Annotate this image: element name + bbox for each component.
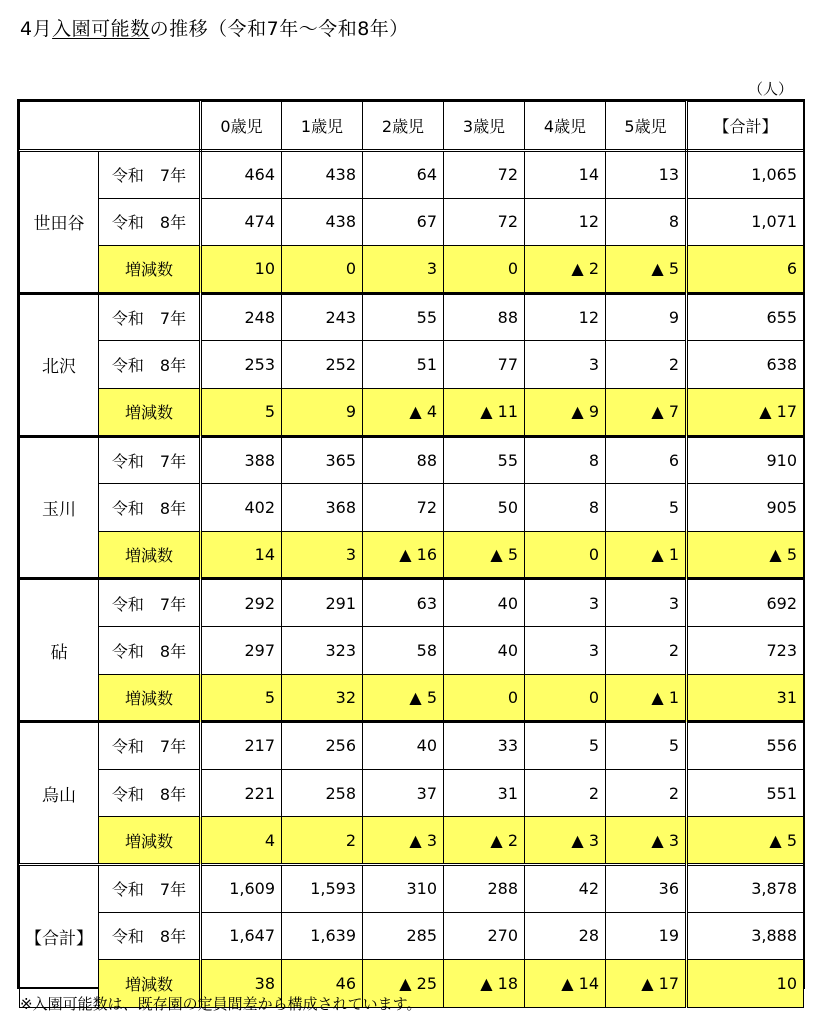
value-cell: 12 [525,293,606,341]
value-cell: 4 [201,817,282,865]
area-name: 北沢 [20,293,99,436]
row-label: 令和 8年 [99,341,201,389]
year-row [20,484,804,532]
total-cell: ▲ 5 [687,817,804,865]
value-cell: 14 [201,531,282,579]
value-cell: 63 [363,579,444,627]
value-cell: 10 [201,246,282,294]
value-cell: 46 [282,960,363,1008]
value-cell: 297 [201,626,282,674]
diff-row [20,531,804,579]
total-cell: 655 [687,293,804,341]
value-cell: 438 [282,198,363,246]
row-label: 増減数 [99,388,201,436]
value-cell: 5 [525,722,606,770]
footnote: ※入園可能数は、既存園の定員間差から構成されています。 [20,995,422,1013]
area-group [20,293,804,436]
value-cell: 3 [363,246,444,294]
value-cell: 0 [282,246,363,294]
area-group [20,579,804,722]
year-row [20,626,804,674]
value-cell: 58 [363,626,444,674]
value-cell: 6 [606,436,687,484]
row-label: 増減数 [99,531,201,579]
value-cell: 37 [363,769,444,817]
value-cell: 0 [525,531,606,579]
diff-row [20,674,804,722]
enrollment-table [19,101,804,1008]
row-label: 令和 7年 [99,151,201,199]
diff-row [20,817,804,865]
value-cell: ▲ 25 [363,960,444,1008]
year-row [20,293,804,341]
value-cell: 285 [363,912,444,960]
value-cell: ▲ 5 [363,674,444,722]
value-cell: 31 [444,769,525,817]
value-cell: 3 [525,579,606,627]
year-row [20,864,804,912]
total-cell: 6 [687,246,804,294]
unit-label: （人） [747,80,793,98]
value-cell: 3 [525,341,606,389]
value-cell: ▲ 3 [363,817,444,865]
value-cell: ▲ 2 [525,246,606,294]
value-cell: 55 [363,293,444,341]
header-age-1: 1歳児 [282,102,363,151]
value-cell: 2 [606,769,687,817]
value-cell: 310 [363,864,444,912]
total-cell: 556 [687,722,804,770]
value-cell: 288 [444,864,525,912]
diff-row [20,388,804,436]
value-cell: 88 [444,293,525,341]
area-group [20,722,804,865]
value-cell: 72 [444,198,525,246]
year-row [20,912,804,960]
area-group [20,436,804,579]
value-cell: 0 [525,674,606,722]
row-label: 令和 8年 [99,484,201,532]
year-row [20,722,804,770]
value-cell: 33 [444,722,525,770]
total-cell: ▲ 17 [687,388,804,436]
total-cell: ▲ 5 [687,531,804,579]
value-cell: ▲ 14 [525,960,606,1008]
value-cell: 217 [201,722,282,770]
row-label: 令和 7年 [99,293,201,341]
value-cell: ▲ 18 [444,960,525,1008]
total-cell: 3,888 [687,912,804,960]
value-cell: 67 [363,198,444,246]
title-suffix: の推移（令和7年～令和8年） [149,18,409,40]
row-label: 令和 8年 [99,769,201,817]
row-label: 令和 8年 [99,912,201,960]
value-cell: 19 [606,912,687,960]
enrollment-table-wrapper [17,99,805,994]
area-name: 【合計】 [20,864,99,1007]
value-cell: 258 [282,769,363,817]
row-label: 増減数 [99,960,201,1008]
value-cell: 50 [444,484,525,532]
value-cell: 38 [201,960,282,1008]
value-cell: 9 [606,293,687,341]
total-cell: 31 [687,674,804,722]
total-cell: 910 [687,436,804,484]
header-total: 【合計】 [687,102,804,151]
year-row [20,341,804,389]
area-name: 玉川 [20,436,99,579]
value-cell: ▲ 2 [444,817,525,865]
area-group [20,151,804,294]
diff-row [20,246,804,294]
value-cell: 5 [201,388,282,436]
total-cell: 905 [687,484,804,532]
value-cell: ▲ 9 [525,388,606,436]
header-age-0: 0歳児 [201,102,282,151]
header-age-4: 4歳児 [525,102,606,151]
total-cell: 3,878 [687,864,804,912]
value-cell: 0 [444,674,525,722]
total-cell: 10 [687,960,804,1008]
value-cell: 9 [282,388,363,436]
title-prefix: 4月 [20,18,53,40]
value-cell: 55 [444,436,525,484]
value-cell: 1,639 [282,912,363,960]
value-cell: 291 [282,579,363,627]
value-cell: ▲ 16 [363,531,444,579]
value-cell: 40 [363,722,444,770]
row-label: 令和 7年 [99,864,201,912]
value-cell: 402 [201,484,282,532]
value-cell: 5 [201,674,282,722]
header-row [20,102,804,151]
value-cell: 252 [282,341,363,389]
value-cell: 72 [444,151,525,199]
value-cell: ▲ 7 [606,388,687,436]
row-label: 令和 8年 [99,626,201,674]
row-label: 令和 8年 [99,198,201,246]
value-cell: 323 [282,626,363,674]
value-cell: 88 [363,436,444,484]
area-group [20,864,804,1007]
year-row [20,769,804,817]
value-cell: 2 [606,341,687,389]
value-cell: 8 [525,484,606,532]
row-label: 増減数 [99,246,201,294]
area-name: 世田谷 [20,151,99,294]
value-cell: 36 [606,864,687,912]
value-cell: 3 [282,531,363,579]
total-cell: 692 [687,579,804,627]
row-label: 令和 7年 [99,579,201,627]
value-cell: 8 [606,198,687,246]
total-cell: 1,065 [687,151,804,199]
header-age-2: 2歳児 [363,102,444,151]
value-cell: 72 [363,484,444,532]
value-cell: 2 [525,769,606,817]
area-name: 砧 [20,579,99,722]
value-cell: 253 [201,341,282,389]
row-label: 令和 7年 [99,436,201,484]
area-name: 烏山 [20,722,99,865]
year-row [20,198,804,246]
value-cell: 474 [201,198,282,246]
value-cell: 32 [282,674,363,722]
value-cell: 221 [201,769,282,817]
year-row [20,436,804,484]
value-cell: 64 [363,151,444,199]
value-cell: 12 [525,198,606,246]
value-cell: 77 [444,341,525,389]
value-cell: 270 [444,912,525,960]
value-cell: 3 [606,579,687,627]
value-cell: 243 [282,293,363,341]
header-age-3: 3歳児 [444,102,525,151]
value-cell: ▲ 1 [606,531,687,579]
value-cell: 5 [606,484,687,532]
value-cell: 248 [201,293,282,341]
value-cell: 3 [525,626,606,674]
value-cell: ▲ 3 [525,817,606,865]
value-cell: 5 [606,722,687,770]
value-cell: 8 [525,436,606,484]
value-cell: 1,593 [282,864,363,912]
value-cell: 1,647 [201,912,282,960]
value-cell: ▲ 11 [444,388,525,436]
row-label: 増減数 [99,674,201,722]
value-cell: 14 [525,151,606,199]
page-title [20,14,409,41]
total-cell: 1,071 [687,198,804,246]
value-cell: ▲ 5 [606,246,687,294]
value-cell: 40 [444,579,525,627]
value-cell: 2 [282,817,363,865]
value-cell: 292 [201,579,282,627]
header-age-5: 5歳児 [606,102,687,151]
value-cell: 13 [606,151,687,199]
value-cell: 438 [282,151,363,199]
value-cell: ▲ 4 [363,388,444,436]
value-cell: ▲ 17 [606,960,687,1008]
total-cell: 723 [687,626,804,674]
value-cell: 0 [444,246,525,294]
value-cell: 1,609 [201,864,282,912]
value-cell: 388 [201,436,282,484]
value-cell: 2 [606,626,687,674]
value-cell: 51 [363,341,444,389]
value-cell: ▲ 5 [444,531,525,579]
value-cell: 365 [282,436,363,484]
value-cell: ▲ 1 [606,674,687,722]
year-row [20,151,804,199]
value-cell: 40 [444,626,525,674]
total-cell: 551 [687,769,804,817]
row-label: 令和 7年 [99,722,201,770]
value-cell: 42 [525,864,606,912]
total-cell: 638 [687,341,804,389]
value-cell: ▲ 3 [606,817,687,865]
title-underlined: 入園可能数 [52,18,150,40]
value-cell: 28 [525,912,606,960]
year-row [20,579,804,627]
value-cell: 256 [282,722,363,770]
value-cell: 464 [201,151,282,199]
row-label: 増減数 [99,817,201,865]
header-corner [20,102,201,151]
value-cell: 368 [282,484,363,532]
